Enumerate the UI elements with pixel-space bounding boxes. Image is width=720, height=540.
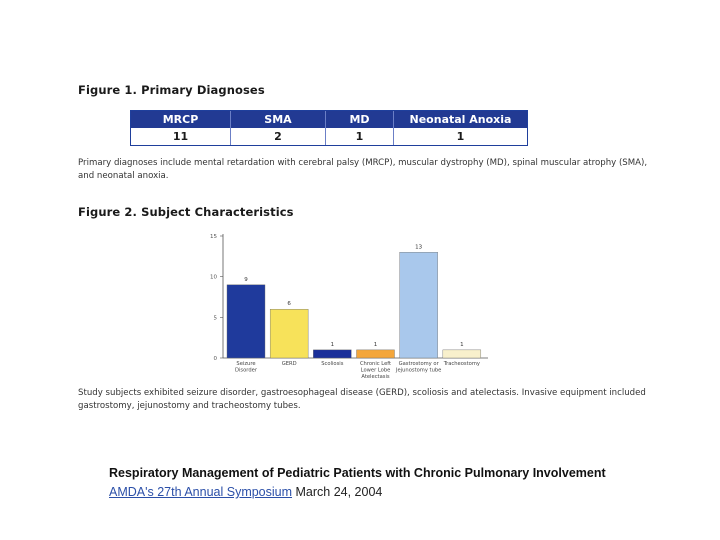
header-cell-sma: SMA xyxy=(231,111,326,128)
bar-value-label: 1 xyxy=(330,341,335,348)
bar xyxy=(227,285,265,358)
value-cell-sma: 2 xyxy=(231,128,326,145)
figure1-caption xyxy=(78,157,678,182)
figure2-caption xyxy=(78,387,678,412)
symposium-link[interactable]: AMDA's 27th Annual Symposium xyxy=(109,485,293,499)
bar xyxy=(357,350,395,358)
diagnoses-header-row xyxy=(131,111,527,128)
figure2-caption-line2: gastrostomy, jejunostomy and tracheostomy tubes. xyxy=(78,400,301,411)
symposium-line xyxy=(109,485,382,499)
category-label: Scoliosis xyxy=(321,361,344,367)
bar-value-label: 1 xyxy=(460,341,464,348)
figure1-title: Figure 1. Primary Diagnoses xyxy=(78,83,265,97)
bar-value-label: 6 xyxy=(287,301,291,308)
value-cell-neonatal-anoxia: 1 xyxy=(456,130,465,143)
category-label: Disorder xyxy=(235,367,257,374)
bar-value-label: 1 xyxy=(373,341,378,348)
value-cell-md: 1 xyxy=(326,128,394,145)
header-cell-md: MD xyxy=(326,111,394,128)
category-label: Seizure xyxy=(236,361,256,367)
bar xyxy=(400,252,438,358)
figure2-title: Figure 2. Subject Characteristics xyxy=(78,205,294,219)
category-label: Chronic Left xyxy=(359,361,392,367)
diagnoses-value-row xyxy=(131,128,527,145)
header-cell-neonatal-anoxia: Neonatal Anoxia xyxy=(409,113,512,126)
diagnoses-table xyxy=(130,110,528,146)
bar-value-label: 9 xyxy=(244,276,248,283)
y-tick-label: 5 xyxy=(213,315,217,322)
bar-value-label: 13 xyxy=(415,244,423,251)
bar xyxy=(443,350,481,358)
category-label: Gastrostomy or xyxy=(398,361,439,367)
bar xyxy=(313,350,351,358)
bar xyxy=(270,309,308,358)
figure2-caption-line1: Study subjects exhibited seizure disorder, gastroesophageal disease (GERD), scoliosis and atelectasis. Invasive equipment included xyxy=(78,388,646,398)
category-label: Jejunostomy tube xyxy=(395,367,442,374)
y-tick-label: 0 xyxy=(213,356,217,362)
y-tick-label: 15 xyxy=(210,234,217,240)
y-tick-label: 10 xyxy=(210,274,217,281)
category-label: Tracheostomy xyxy=(443,361,480,367)
category-label: Atelectasis xyxy=(361,374,390,380)
category-label: GERD xyxy=(281,361,297,367)
value-cell-mrcp: 11 xyxy=(131,128,231,145)
figure1-caption-line1: Primary diagnoses include mental retardation with cerebral palsy (MRCP), muscular dystrophy (MD), spinal muscular atrophy (SMA), xyxy=(78,158,648,168)
presentation-title: Respiratory Management of Pediatric Patients with Chronic Pulmonary Involvement xyxy=(109,466,606,480)
subject-characteristics-chart xyxy=(200,228,500,388)
category-label: Lower Lobe xyxy=(360,367,391,374)
symposium-date: March 24, 2004 xyxy=(292,485,383,499)
figure1-caption-line2: and neonatal anoxia. xyxy=(78,170,169,181)
header-cell-mrcp: MRCP xyxy=(131,111,231,128)
